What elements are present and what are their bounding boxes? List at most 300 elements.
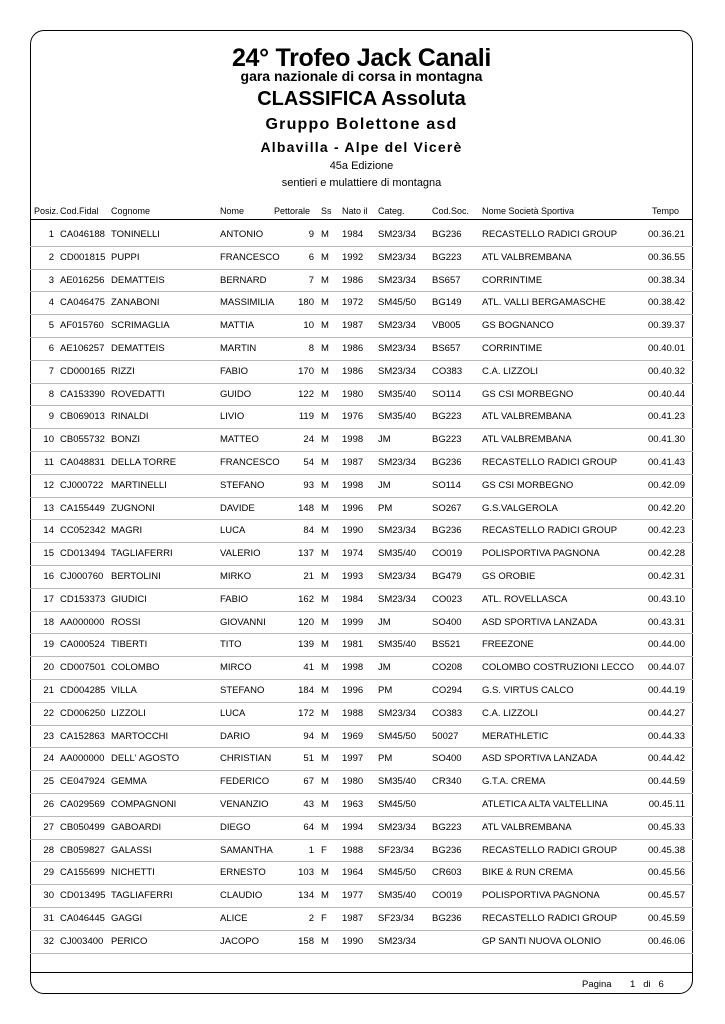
cell-codsoc: BG236 [432, 844, 462, 856]
cell-pett: 64 [303, 821, 314, 833]
cell-fidal: AE106257 [60, 342, 105, 354]
cell-categ: SM35/40 [378, 639, 417, 651]
cell-societa: C.A. LIZZOLI [482, 707, 538, 719]
cell-societa: ATL VALBREMBANA [482, 434, 572, 446]
cell-nome: SAMANTHA [220, 844, 273, 856]
cell-fidal: CD013495 [60, 890, 106, 902]
cell-codsoc: CR603 [432, 867, 462, 879]
cell-societa: ASD SPORTIVA LANZADA [482, 616, 598, 628]
cell-codsoc: BG223 [432, 434, 462, 446]
cell-codsoc: CO019 [432, 548, 463, 560]
cell-societa: ATL VALBREMBANA [482, 411, 572, 423]
table-row [30, 520, 693, 543]
cell-ss: M [321, 707, 329, 719]
cell-tempo: 00.44.33 [648, 730, 685, 742]
cell-pos: 16 [43, 570, 54, 582]
cell-pos: 27 [43, 821, 54, 833]
cell-pett: 43 [303, 798, 314, 810]
cell-cognome: RINALDI [111, 411, 149, 423]
table-row [30, 247, 693, 270]
cell-fidal: CD004285 [60, 684, 106, 696]
cell-fidal: CB055732 [60, 434, 105, 446]
cell-pos: 31 [43, 912, 54, 924]
cell-anno: 1987 [342, 320, 364, 332]
cell-societa: RECASTELLO RADICI GROUP [482, 844, 618, 856]
cell-ss: M [321, 229, 329, 240]
cell-codsoc: BS657 [432, 342, 461, 354]
cell-fidal: CA046475 [60, 297, 105, 309]
cell-pos: 8 [48, 388, 54, 400]
cell-anno: 1990 [342, 525, 364, 537]
cell-codsoc: 50027 [432, 730, 459, 742]
cell-tempo: 00.38.34 [648, 274, 685, 286]
cell-pos: 12 [43, 479, 54, 491]
cell-fidal: CE047924 [60, 776, 105, 788]
cell-categ: SM35/40 [378, 411, 417, 423]
cell-pos: 17 [43, 593, 54, 605]
cell-cognome: ROVEDATTI [111, 388, 165, 400]
race-subtitle: gara nazionale di corsa in montagna [240, 68, 483, 84]
cell-fidal: CA046188 [60, 229, 105, 240]
table-row [30, 384, 693, 407]
col-tempo: Tempo [652, 206, 680, 216]
cell-anno: 1969 [342, 730, 364, 742]
cell-pos: 21 [43, 684, 54, 696]
cell-societa: ATL VALBREMBANA [482, 251, 572, 263]
cell-anno: 1993 [342, 570, 364, 582]
cell-ss: M [321, 365, 329, 377]
table-row [30, 475, 693, 498]
cell-ss: M [321, 320, 329, 332]
cell-nome: ERNESTO [220, 867, 266, 879]
cell-pos: 1 [48, 229, 54, 240]
table-row [30, 612, 693, 635]
col-anno: Nato il [342, 206, 368, 216]
cell-fidal: CJ000722 [60, 479, 104, 491]
cell-pett: 134 [298, 890, 314, 902]
page-label: Pagina [582, 979, 612, 990]
table-row [30, 931, 693, 954]
cell-codsoc: BG236 [432, 229, 462, 240]
cell-societa: GS BOGNANCO [482, 320, 554, 332]
table-row [30, 726, 693, 749]
cell-anno: 1997 [342, 753, 364, 765]
cell-anno: 1998 [342, 434, 364, 446]
cell-cognome: COLOMBO [111, 662, 160, 674]
cell-societa: RECASTELLO RADICI GROUP [482, 525, 618, 537]
cell-pett: 139 [298, 639, 314, 651]
cell-cognome: TAGLIAFERRI [111, 890, 173, 902]
cell-fidal: CD006250 [60, 707, 106, 719]
cell-anno: 1980 [342, 776, 364, 788]
cell-nome: DARIO [220, 730, 251, 742]
race-description: sentieri e mulattiere di montagna [281, 177, 442, 189]
cell-categ: SM35/40 [378, 388, 417, 400]
cell-tempo: 00.36.55 [648, 251, 685, 263]
cell-pett: 122 [298, 388, 314, 400]
cell-pos: 7 [48, 365, 54, 377]
table-row [30, 794, 693, 817]
cell-nome: MARTIN [220, 342, 257, 354]
table-row [30, 589, 693, 612]
cell-anno: 1992 [342, 251, 364, 263]
cell-ss: M [321, 502, 329, 514]
cell-nome: MASSIMILIA [220, 297, 275, 309]
cell-ss: M [321, 525, 329, 537]
cell-categ: PM [378, 502, 393, 514]
cell-ss: M [321, 821, 329, 833]
cell-ss: F [321, 912, 327, 924]
cell-cognome: DELL' AGOSTO [111, 753, 180, 765]
cell-pos: 30 [43, 890, 54, 902]
cell-nome: LUCA [220, 525, 246, 537]
table-row [30, 452, 693, 475]
cell-cognome: DEMATTEIS [111, 342, 165, 354]
cell-pos: 10 [43, 434, 54, 446]
cell-cognome: TIBERTI [111, 639, 148, 651]
cell-anno: 1977 [342, 890, 364, 902]
cell-cognome: SCRIMAGLIA [111, 320, 170, 332]
cell-fidal: CC052342 [60, 525, 106, 537]
cell-codsoc: BG236 [432, 456, 462, 468]
cell-nome: FRANCESCO [220, 456, 280, 468]
table-row [30, 680, 693, 703]
cell-nome: STEFANO [220, 479, 265, 491]
cell-tempo: 00.44.42 [648, 753, 685, 765]
cell-ss: M [321, 935, 329, 947]
cell-nome: LIVIO [220, 411, 245, 423]
cell-anno: 1984 [342, 593, 364, 605]
cell-codsoc: BG479 [432, 570, 462, 582]
table-row [30, 840, 693, 863]
cell-pos: 2 [48, 251, 54, 263]
cell-anno: 1972 [342, 297, 364, 309]
cell-cognome: MARTOCCHI [111, 730, 169, 742]
cell-pos: 26 [43, 798, 54, 810]
cell-ss: M [321, 479, 329, 491]
page-number: 1 di 6 [630, 979, 664, 990]
race-title: 24° Trofeo Jack Canali [231, 44, 492, 72]
cell-categ: SM35/40 [378, 776, 417, 788]
cell-pett: 148 [298, 502, 314, 514]
cell-fidal: CA029569 [60, 798, 105, 810]
cell-fidal: CD007501 [60, 662, 106, 674]
cell-anno: 1984 [342, 229, 364, 240]
cell-ss: M [321, 297, 329, 309]
cell-categ: SM45/50 [378, 867, 417, 879]
cell-categ: SM23/34 [378, 821, 417, 833]
cell-pos: 24 [43, 753, 54, 765]
cell-pett: 1 [308, 844, 314, 856]
cell-fidal: CJ003400 [60, 935, 104, 947]
cell-societa: ATL VALBREMBANA [482, 821, 572, 833]
table-row [30, 429, 693, 452]
table-row [30, 338, 693, 361]
cell-tempo: 00.42.20 [648, 502, 685, 514]
cell-ss: M [321, 753, 329, 765]
cell-codsoc: SO114 [432, 479, 461, 491]
cell-pos: 28 [43, 844, 54, 856]
cell-tempo: 00.42.09 [648, 479, 685, 491]
col-categ: Categ. [378, 206, 405, 216]
cell-fidal: CA155449 [60, 502, 105, 514]
cell-pett: 103 [298, 867, 314, 879]
cell-pett: 67 [303, 776, 314, 788]
cell-societa: RECASTELLO RADICI GROUP [482, 912, 618, 924]
cell-ss: M [321, 684, 329, 696]
table-row [30, 315, 693, 338]
cell-fidal: CB059827 [60, 844, 105, 856]
cell-pett: 8 [308, 342, 314, 354]
cell-codsoc: CO383 [432, 365, 463, 377]
cell-pett: 51 [303, 753, 314, 765]
cell-pett: 172 [298, 707, 314, 719]
cell-societa: ATLETICA ALTA VALTELLINA [482, 798, 608, 810]
cell-societa: ATL. ROVELLASCA [482, 593, 568, 605]
cell-ss: M [321, 251, 329, 263]
cell-societa: POLISPORTIVA PAGNONA [482, 890, 600, 902]
classification-title: CLASSIFICA Assoluta [257, 88, 466, 110]
cell-cognome: DEMATTEIS [111, 274, 165, 286]
cell-fidal: CA000524 [60, 639, 105, 651]
cell-codsoc: BS521 [432, 639, 461, 651]
cell-nome: MATTEO [220, 434, 259, 446]
table-row [30, 771, 693, 794]
cell-ss: M [321, 548, 329, 560]
cell-pos: 15 [43, 548, 54, 560]
cell-societa: POLISPORTIVA PAGNONA [482, 548, 600, 560]
cell-ss: M [321, 570, 329, 582]
cell-nome: MIRCO [220, 662, 252, 674]
table-row [30, 748, 693, 771]
cell-nome: CHRISTIAN [220, 753, 272, 765]
cell-categ: SM23/34 [378, 707, 417, 719]
cell-anno: 1999 [342, 616, 364, 628]
cell-societa: GS CSI MORBEGNO [482, 388, 574, 400]
cell-categ: SM45/50 [378, 730, 417, 742]
cell-cognome: ZANABONI [111, 297, 160, 309]
cell-tempo: 00.45.38 [648, 844, 685, 856]
cell-codsoc: BG149 [432, 297, 462, 309]
cell-nome: GIOVANNI [220, 616, 266, 628]
cell-pett: 184 [298, 684, 314, 696]
cell-fidal: CD153373 [60, 593, 106, 605]
cell-tempo: 00.46.06 [648, 935, 685, 947]
cell-pos: 18 [43, 616, 54, 628]
cell-nome: BERNARD [220, 274, 267, 286]
cell-categ: SM23/34 [378, 570, 417, 582]
cell-fidal: CD000165 [60, 365, 106, 377]
cell-pos: 9 [48, 411, 54, 423]
cell-cognome: PUPPI [111, 251, 140, 263]
cell-tempo: 00.40.01 [648, 342, 685, 354]
cell-codsoc: CO019 [432, 890, 463, 902]
cell-tempo: 00.40.32 [648, 365, 685, 377]
cell-cognome: RIZZI [111, 365, 135, 377]
cell-pos: 6 [48, 342, 54, 354]
col-codsoc: Cod.Soc. [432, 206, 470, 216]
cell-cognome: GIUDICI [111, 593, 147, 605]
table-row [30, 543, 693, 566]
cell-societa: RECASTELLO RADICI GROUP [482, 456, 618, 468]
cell-fidal: AE016256 [60, 274, 105, 286]
cell-tempo: 00.44.00 [648, 639, 685, 651]
cell-anno: 1986 [342, 365, 364, 377]
table-row [30, 862, 693, 885]
cell-tempo: 00.44.19 [648, 684, 685, 696]
cell-nome: FEDERICO [220, 776, 270, 788]
cell-pett: 120 [298, 616, 314, 628]
cell-nome: DIEGO [220, 821, 251, 833]
cell-fidal: AA000000 [60, 753, 105, 765]
cell-codsoc: CO294 [432, 684, 463, 696]
cell-societa: CORRINTIME [482, 342, 543, 354]
results-table [30, 224, 693, 954]
cell-pos: 5 [48, 320, 54, 332]
table-row [30, 361, 693, 384]
cell-pett: 54 [303, 456, 314, 468]
cell-categ: SM23/34 [378, 456, 417, 468]
table-row [30, 224, 693, 247]
cell-anno: 1987 [342, 456, 364, 468]
cell-pett: 170 [298, 365, 314, 377]
cell-pett: 158 [298, 935, 314, 947]
cell-categ: JM [378, 434, 391, 446]
cell-pett: 7 [308, 274, 314, 286]
cell-nome: FABIO [220, 593, 248, 605]
cell-pos: 25 [43, 776, 54, 788]
cell-nome: FABIO [220, 365, 248, 377]
cell-fidal: CJ000760 [60, 570, 104, 582]
cell-tempo: 00.43.31 [648, 616, 685, 628]
col-nome: Nome [220, 206, 245, 216]
cell-pos: 3 [48, 274, 54, 286]
cell-societa: GP SANTI NUOVA OLONIO [482, 935, 601, 947]
col-cognome: Cognome [111, 206, 151, 216]
cell-cognome: MARTINELLI [111, 479, 167, 491]
cell-anno: 1986 [342, 274, 364, 286]
cell-societa: CORRINTIME [482, 274, 543, 286]
cell-tempo: 00.38.42 [648, 297, 685, 309]
cell-tempo: 00.44.27 [648, 707, 685, 719]
cell-tempo: 00.45.56 [648, 867, 685, 879]
cell-anno: 1986 [342, 342, 364, 354]
cell-cognome: PERICO [111, 935, 148, 947]
cell-nome: STEFANO [220, 684, 265, 696]
cell-cognome: GALASSI [111, 844, 152, 856]
cell-categ: SM23/34 [378, 251, 417, 263]
col-societa: Nome Società Sportiva [482, 206, 575, 216]
cell-nome: LUCA [220, 707, 246, 719]
cell-nome: GUIDO [220, 388, 252, 400]
cell-codsoc: BG223 [432, 821, 462, 833]
cell-ss: M [321, 798, 329, 810]
table-row [30, 292, 693, 315]
cell-pett: 119 [298, 411, 314, 423]
cell-fidal: CD001815 [60, 251, 106, 263]
cell-ss: M [321, 662, 329, 674]
cell-categ: JM [378, 616, 391, 628]
cell-tempo: 00.45.59 [648, 912, 685, 924]
cell-tempo: 00.41.43 [648, 456, 685, 468]
cell-nome: ANTONIO [220, 229, 264, 240]
cell-cognome: DELLA TORRE [111, 456, 177, 468]
table-row [30, 817, 693, 840]
cell-pos: 13 [43, 502, 54, 514]
cell-fidal: CA152863 [60, 730, 105, 742]
cell-ss: M [321, 411, 329, 423]
col-sesso: Ss [321, 206, 332, 216]
table-row [30, 703, 693, 726]
cell-societa: COLOMBO COSTRUZIONI LECCO [482, 662, 635, 674]
cell-pett: 24 [303, 434, 314, 446]
cell-tempo: 00.41.30 [648, 434, 685, 446]
cell-pos: 23 [43, 730, 54, 742]
cell-categ: SF23/34 [378, 912, 414, 924]
cell-pos: 22 [43, 707, 54, 719]
cell-pett: 2 [308, 912, 314, 924]
cell-categ: SM23/34 [378, 274, 417, 286]
cell-cognome: LIZZOLI [111, 707, 146, 719]
cell-pett: 21 [303, 570, 314, 582]
cell-anno: 1963 [342, 798, 364, 810]
cell-categ: PM [378, 684, 393, 696]
cell-pett: 93 [303, 479, 314, 491]
cell-categ: JM [378, 662, 391, 674]
cell-categ: SM23/34 [378, 935, 417, 947]
cell-categ: JM [378, 479, 391, 491]
cell-fidal: CB050499 [60, 821, 105, 833]
cell-codsoc: BG236 [432, 525, 462, 537]
cell-ss: M [321, 388, 329, 400]
cell-cognome: VILLA [111, 684, 137, 696]
cell-tempo: 00.45.57 [648, 890, 685, 902]
col-pettorale: Pettorale [274, 206, 311, 216]
cell-anno: 1994 [342, 821, 364, 833]
cell-societa: G.S.VALGEROLA [482, 502, 558, 514]
table-row [30, 885, 693, 908]
cell-pos: 19 [43, 639, 54, 651]
organizer-name: Gruppo Bolettone asd [265, 116, 458, 133]
cell-pett: 41 [303, 662, 314, 674]
cell-nome: ALICE [220, 912, 248, 924]
cell-categ: SM35/40 [378, 890, 417, 902]
cell-anno: 1987 [342, 912, 364, 924]
table-row [30, 657, 693, 680]
cell-pett: 162 [298, 593, 314, 605]
cell-anno: 1990 [342, 935, 364, 947]
cell-fidal: CA155699 [60, 867, 105, 879]
cell-pett: 137 [298, 548, 314, 560]
cell-pos: 20 [43, 662, 54, 674]
cell-nome: MIRKO [220, 570, 252, 582]
cell-tempo: 00.42.23 [648, 525, 685, 537]
cell-anno: 1981 [342, 639, 364, 651]
table-row [30, 634, 693, 657]
cell-ss: M [321, 730, 329, 742]
cell-categ: SM23/34 [378, 593, 417, 605]
cell-codsoc: CO383 [432, 707, 463, 719]
cell-codsoc: VB005 [432, 320, 461, 332]
cell-tempo: 00.41.23 [648, 411, 685, 423]
cell-societa: G.T.A. CREMA [482, 776, 546, 788]
cell-nome: VALERIO [220, 548, 261, 560]
cell-categ: SM23/34 [378, 229, 417, 240]
cell-cognome: BERTOLINI [111, 570, 161, 582]
cell-anno: 1988 [342, 707, 364, 719]
table-row [30, 566, 693, 589]
cell-pos: 29 [43, 867, 54, 879]
